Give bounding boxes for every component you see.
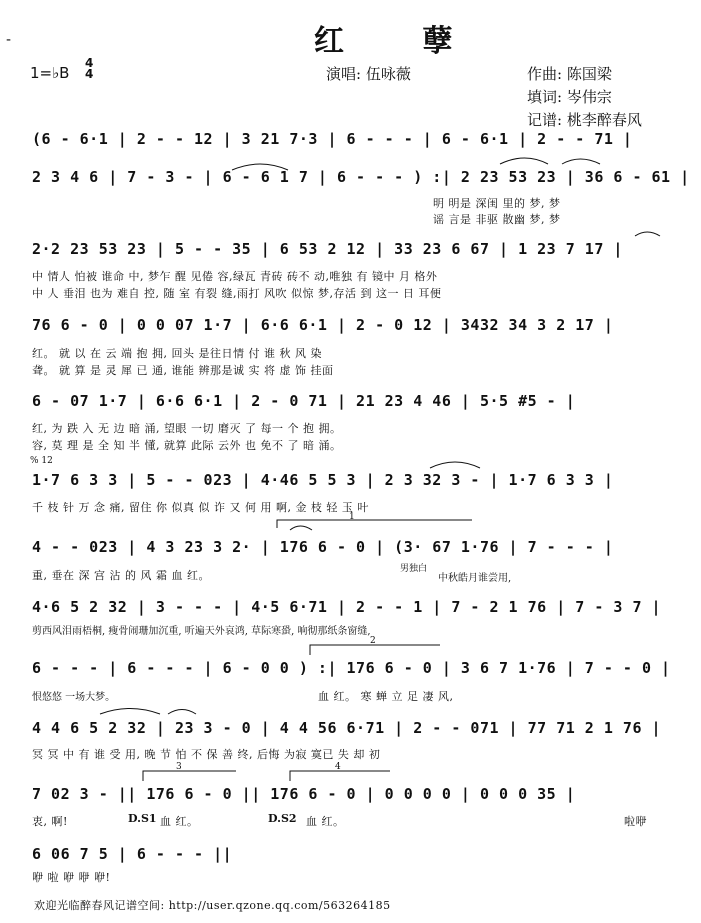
lyric-line-5a: 红, 为 跌 入 无 边 暗 涌, 望眼 一切 磨灭 了 每一 个 抱 拥。 [32, 422, 342, 435]
volta-2-label: 2 [370, 636, 376, 646]
lyricist-credit: 填词: 岑伟宗 [527, 88, 612, 106]
score-line-10: 4 4 6 5 2 32 | 23 3 - 0 | 4 4 56 6·71 | 2 - - 071 | 77 71 2 1 76 | [32, 719, 662, 737]
score-line-7: 4 - - 023 | 4 3 23 3 2· | 176 6 - 0 | (3· 67 1·76 | 7 - - - | [32, 538, 614, 556]
volta-4-bracket [290, 771, 390, 781]
lyric-line-11d: 啦咿 [624, 815, 647, 828]
lyric-line-4a: 红。 就 以 在 云 端 抱 拥, 回头 是往日情 付 谁 秋 风 染 [32, 347, 322, 360]
monologue-text-3: 恨悠悠 一场大梦。 [32, 692, 116, 703]
song-title: 红 孽 [314, 24, 487, 59]
time-signature [85, 58, 93, 80]
slur-arc [500, 158, 548, 164]
volta-3-bracket [143, 771, 236, 781]
volta-3-label: 3 [176, 762, 182, 772]
score-line-8: 4·6 5 2 32 | 3 - - - | 4·5 6·71 | 2 - - 1 | 7 - 2 1 76 | 7 - 3 7 | [32, 598, 662, 616]
ds1-marker: D.S1 [128, 812, 157, 825]
key-signature: 1=♭B [30, 64, 70, 82]
score-line-2: 2 3 4 6 | 7 - 3 - | 6 - 6 1 7 | 6 - - - ) :| 2 23 53 23 | 36 6 - 61 | [32, 168, 690, 186]
slur-arc [168, 710, 196, 715]
score-line-1: (6 - 6·1 | 2 - - 12 | 3 21 7·3 | 6 - - - | 6 - 6·1 | 2 - - 71 | [32, 130, 633, 148]
volta-1-bracket [277, 520, 472, 528]
monologue-label: 男独白 [400, 564, 428, 574]
lyric-line-3a: 中 情人 怕被 谁命 中, 梦乍 醒 见倦 容,绿瓦 青砖 砖不 动,唯独 有 镜中 月 格外 [32, 270, 438, 283]
lyric-line-12: 咿 啦 咿 咿 咿! [32, 871, 111, 884]
margin-dash: - [6, 32, 12, 48]
time-signature-top: 4 [85, 56, 94, 70]
volta-2-bracket [310, 645, 440, 655]
score-line-6: 1·7 6 3 3 | 5 - - 023 | 4·46 5 5 3 | 2 3 32 3 - | 1·7 6 3 3 | [32, 471, 614, 489]
lyric-line-10: 冥 冥 中 有 谁 受 用, 晚 节 怕 不 保 善 终, 后悔 为寂 寞已 失 却 初 [32, 748, 381, 761]
footer-link-text: 欢迎光临醉春风记谱空间: http://user.qzone.qq.com/563264185 [34, 899, 391, 912]
lyric-line-7: 重, 垂在 深 宫 沾 的 风 霜 血 红。 [32, 569, 210, 582]
volta-4-label: 4 [335, 762, 341, 772]
score-line-11: 7 02 3 - || 176 6 - 0 || 176 6 - 0 | 0 0 0 0 | 0 0 0 35 | [32, 785, 576, 803]
monologue-text-1: 中秋皓月谁尝用, [438, 573, 512, 584]
time-signature-bottom: 4 [85, 67, 94, 81]
score-line-9: 6 - - - | 6 - - - | 6 - 0 0 ) :| 176 6 - 0 | 3 6 7 1·76 | 7 - - 0 | [32, 659, 671, 677]
score-line-3: 2·2 23 53 23 | 5 - - 35 | 6 53 2 12 | 33 23 6 67 | 1 23 7 17 | [32, 240, 623, 258]
transcriber-credit: 记谱: 桃李醉春风 [527, 111, 642, 129]
lyric-line-3b: 中 人 垂泪 也为 难自 控, 随 室 有裂 缝,雨打 风吹 似惊 梦,存活 到 这一 日 耳便 [32, 287, 442, 300]
ds2-marker: D.S2 [268, 812, 297, 825]
singer-credit: 演唱: 伍咏薇 [326, 65, 411, 83]
lyric-line-5b: 容, 莫 理 是 全 知 半 懂, 就算 此际 云外 也 免不 了 暗 涌。 [32, 439, 342, 452]
slur-arc [430, 462, 480, 468]
score-line-4: 76 6 - 0 | 0 0 07 1·7 | 6·6 6·1 | 2 - 0 12 | 3432 34 3 2 17 | [32, 316, 614, 334]
segno-mark: % 12 [30, 456, 53, 466]
lyric-line-2a: 明 明是 深闺 里的 梦, 梦 [433, 197, 561, 210]
slur-arc [562, 159, 600, 164]
lyric-line-11a: 衷, 啊! [32, 815, 68, 828]
lyric-line-2b: 谣 言是 非驱 散幽 梦, 梦 [433, 213, 561, 226]
score-line-5: 6 - 07 1·7 | 6·6 6·1 | 2 - 0 71 | 21 23 4 46 | 5·5 #5 - | [32, 392, 576, 410]
lyric-line-4b: 聋。 就 算 是 灵 犀 已 通, 谁能 辨那是诚 实 将 虚 饰 挂面 [32, 364, 334, 377]
lyric-line-11b: 血 红。 [160, 815, 199, 828]
slur-arc [635, 232, 660, 236]
lyric-line-11c: 血 红。 [306, 815, 345, 828]
slur-arc [290, 526, 312, 530]
volta-brackets [143, 520, 472, 781]
slur-arc [100, 709, 160, 715]
monologue-text-2: 剪西风泪雨梧桐, 瘦骨闹珊加沉重, 听遍天外哀鸿, 草际寒蛩, 响彻那纸条窗缝, [32, 626, 371, 637]
volta-1-label: 1 [349, 512, 355, 522]
lyric-line-6: 千 枝 针 万 念 痛, 留住 你 似真 似 诈 又 何 用 啊, 金 枝 轻 玉 叶 [32, 501, 369, 514]
lyric-line-9: 血 红。 寒 蝉 立 足 凄 风, [318, 690, 454, 703]
composer-credit: 作曲: 陈国梁 [527, 65, 612, 83]
score-line-12: 6 06 7 5 | 6 - - - || [32, 845, 233, 863]
